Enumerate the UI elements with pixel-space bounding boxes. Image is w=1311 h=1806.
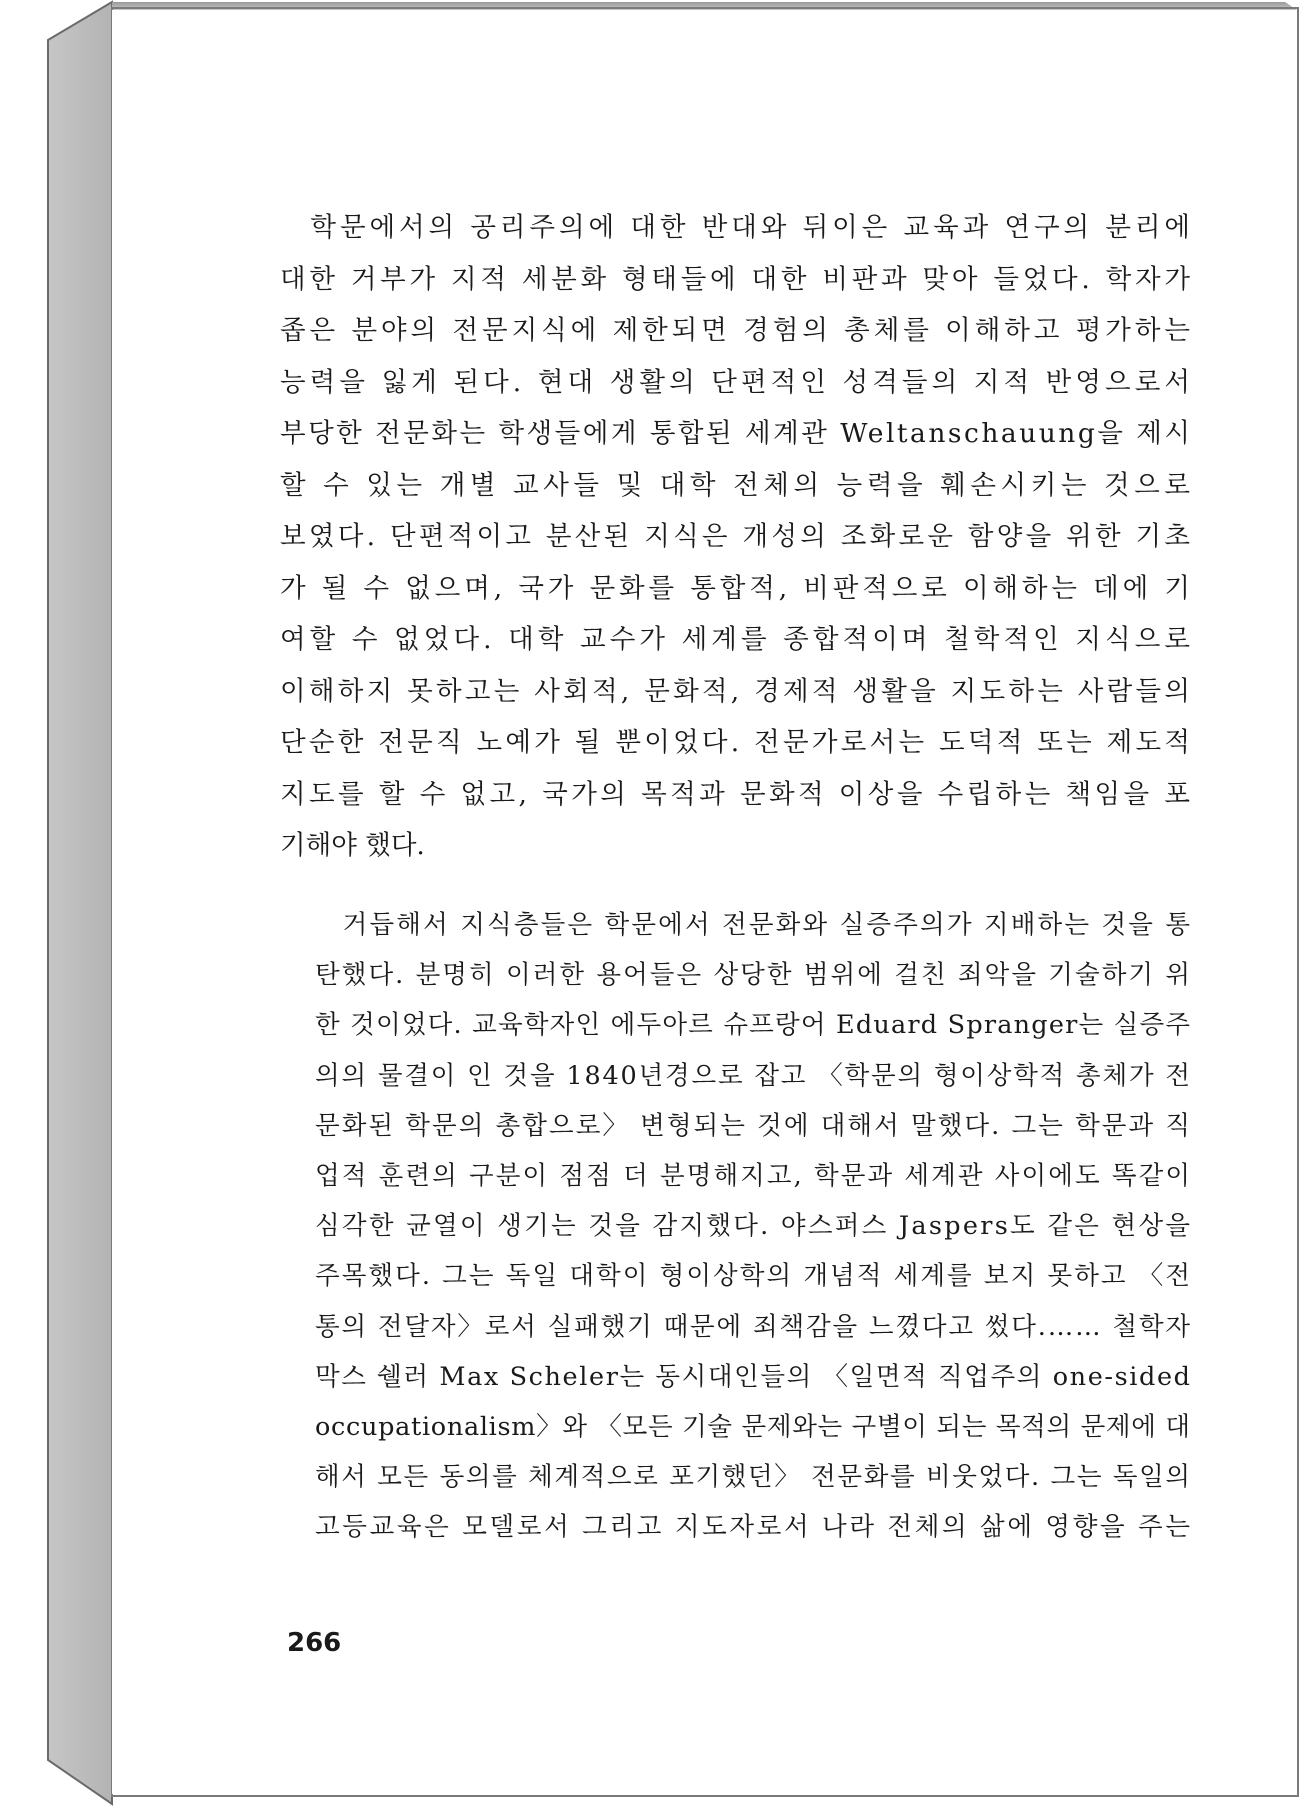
page [112, 10, 1297, 1794]
text-line: 여할 수 없었다. 대학 교수가 세계를 종합적이며 철학적인 지식으로 [280, 624, 1195, 655]
text-line: occupationalism〉와 〈모든 기술 문제와는 구별이 되는 목적의 문제에 대 [315, 1412, 1191, 1443]
text-line: 거듭해서 지식층들은 학문에서 전문화와 실증주의가 지배하는 것을 통 [315, 910, 1193, 940]
paragraph-1 [280, 202, 1195, 872]
text-line: 기해야 했다. [280, 830, 425, 861]
text-line: 이해하지 못하고는 사회적, 문화적, 경제적 생활을 지도하는 사람들의 [280, 675, 1194, 707]
text-line: 학문에서의 공리주의에 대한 반대와 뒤이은 교육과 연구의 분리에 [280, 212, 1194, 243]
text-line: 탄했다. 분명히 이러한 용어들은 상당한 범위에 걸친 죄악을 기술하기 위 [315, 960, 1193, 991]
paragraph-2 [315, 900, 1193, 1553]
text-line: 주목했다. 그는 독일 대학이 형이상학의 개념적 세계를 보지 못하고 〈전 [315, 1261, 1193, 1292]
text-line: 보였다. 단편적이고 분산된 지식은 개성의 조화로운 함양을 위한 기초 [280, 521, 1194, 552]
page-number: 266 [287, 1628, 342, 1658]
text-line: 지도를 할 수 없고, 국가의 목적과 문화적 이상을 수립하는 책임을 포 [280, 778, 1194, 810]
text-line: 대한 거부가 지적 세분화 형태들에 대한 비판과 맞아 들었다. 학자가 [280, 263, 1194, 295]
text-line: 해서 모든 동의를 체계적으로 포기했던〉 전문화를 비웃었다. 그는 독일의 [315, 1462, 1192, 1493]
book-spine [48, 2, 112, 1804]
text-line: 고등교육은 모델로서 그리고 지도자로서 나라 전체의 삶에 영향을 주는 [315, 1512, 1193, 1543]
text-line: 의의 물결이 인 것을 1840년경으로 잡고 〈학문의 형이상학적 총체가 전 [315, 1060, 1192, 1091]
text-line: 부당한 전문화는 학생들에게 통합된 세계관 Weltanschauung을 제시 [280, 418, 1193, 449]
text-line: 문화된 학문의 총합으로〉 변형되는 것에 대해서 말했다. 그는 학문과 직 [315, 1110, 1193, 1141]
text-line: 능력을 잃게 된다. 현대 생활의 단편적인 성격들의 지적 반영으로서 [280, 366, 1195, 398]
text-line: 막스 쉘러 Max Scheler는 동시대인들의 〈일면적 직업주의 one-sided [315, 1361, 1192, 1392]
text-line: 심각한 균열이 생기는 것을 감지했다. 야스퍼스 Jaspers도 같은 현상을 [315, 1211, 1193, 1242]
text-line: 업적 훈련의 구분이 점점 더 분명해지고, 학문과 세계관 사이에도 똑같이 [315, 1161, 1193, 1192]
text-line: 할 수 있는 개별 교사들 및 대학 전체의 능력을 훼손시키는 것으로 [280, 469, 1195, 501]
text-line: 통의 전달자〉로서 실패했기 때문에 죄책감을 느꼈다고 썼다.…… 철학자 [315, 1311, 1192, 1342]
text-line: 한 것이었다. 교육학자인 에두아르 슈프랑어 Eduard Spranger는 실증주 [315, 1010, 1192, 1041]
text-line: 가 될 수 없으며, 국가 문화를 통합적, 비판적으로 이해하는 데에 기 [280, 572, 1194, 604]
text-line: 단순한 전문직 노예가 될 뿐이었다. 전문가로서는 도덕적 또는 제도적 [280, 727, 1194, 758]
text-line: 좁은 분야의 전문지식에 제한되면 경험의 총체를 이해하고 평가하는 [280, 315, 1194, 346]
